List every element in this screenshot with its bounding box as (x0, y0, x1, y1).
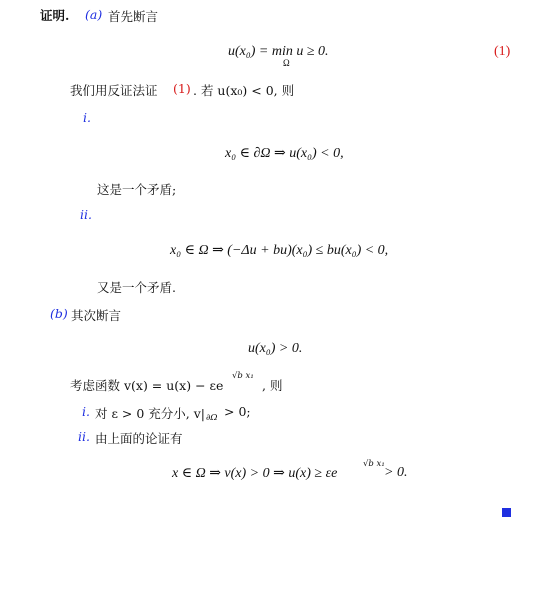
part-b-tag: (b) (50, 306, 68, 321)
part-a-tag: (a) (85, 7, 103, 22)
consider-tail: , 则 (262, 378, 283, 393)
equation-3-tail: > 0. (384, 465, 408, 480)
case-i-label: i. (83, 110, 91, 125)
consider-text: 考虑函数 v(x) = u(x) − εe (70, 378, 224, 393)
part-a-text: 首先断言 (108, 9, 159, 24)
consider-exponent: √b x₁ (232, 371, 254, 381)
equation-1-subscript: Ω (283, 58, 290, 68)
equation-3-exponent: √b x₁ (363, 459, 385, 469)
qed-square (502, 508, 511, 517)
part-b-text: 其次断言 (71, 308, 122, 323)
sub-i-label: i. (82, 404, 90, 419)
contradiction-intro-lead: 我们用反证法证 (70, 83, 158, 98)
case-ii-formula: x₀ ∈ Ω ⇒ (−Δu + bu)(x₀) ≤ bu(x₀) < 0, (170, 243, 389, 258)
sub-i-tail: > 0; (224, 404, 251, 419)
equation-3: x ∈ Ω ⇒ v(x) > 0 ⇒ u(x) ≥ εe (172, 466, 338, 481)
equation-2: u(x₀) > 0. (248, 341, 303, 356)
sub-ii-label: ii. (78, 429, 90, 444)
case-ii-label: ii. (80, 207, 92, 222)
sub-i-text: 对 ε > 0 充分小, v| (95, 406, 206, 421)
sub-ii-text: 由上面的论证有 (95, 431, 183, 446)
equation-1: u(x₀) = min u ≥ 0. (228, 44, 329, 59)
case-i-formula: x₀ ∈ ∂Ω ⇒ u(x₀) < 0, (225, 146, 344, 161)
case-i-remark: 这是一个矛盾; (97, 182, 177, 197)
proof-label: 证明. (40, 8, 70, 23)
sub-i-subscript: ∂Ω (206, 413, 218, 423)
case-ii-remark: 又是一个矛盾. (97, 280, 176, 295)
equation-1-number: (1) (494, 44, 511, 59)
equation-reference: (1) (173, 81, 191, 96)
contradiction-intro-tail: . 若 u(x₀) < 0, 则 (193, 83, 295, 98)
